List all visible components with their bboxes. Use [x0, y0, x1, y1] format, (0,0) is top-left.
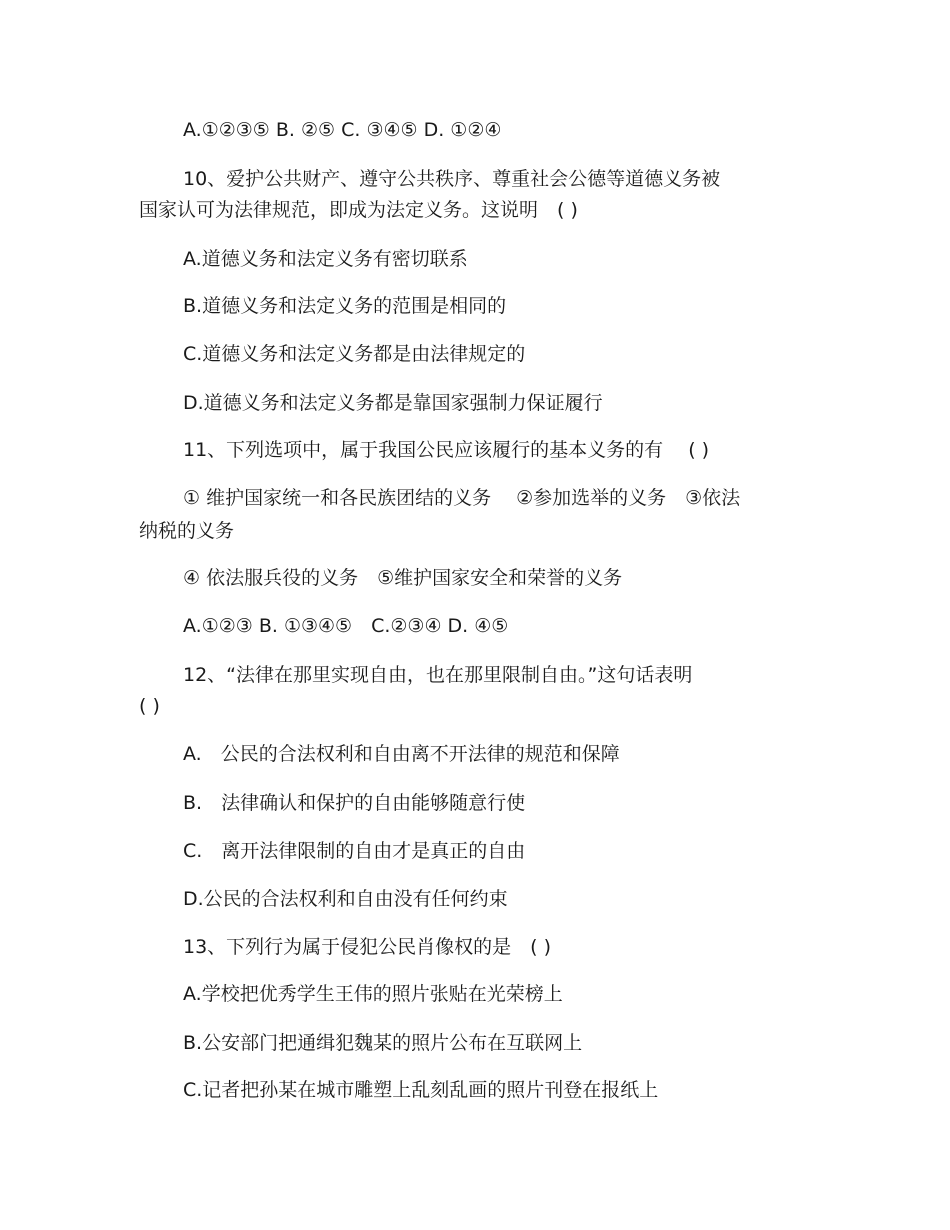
q13-option-c: C.记者把孙某在城市雕塑上乱刻乱画的照片刊登在报纸上	[183, 1079, 659, 1101]
q9-answer-options: A.①②③⑤ B. ②⑤ C. ③④⑤ D. ①②④	[183, 119, 502, 141]
q11-stem: 11、下列选项中，属于我国公民应该履行的基本义务的有 ( )	[183, 439, 710, 461]
q10-option-c: C.道德义务和法定义务都是由法律规定的	[183, 343, 526, 365]
q13-option-b: B.公安部门把通缉犯魏某的照片公布在互联网上	[183, 1032, 583, 1054]
q11-items-line-3: ④ 依法服兵役的义务 ⑤维护国家安全和荣誉的义务	[183, 567, 623, 589]
q12-option-d: D.公民的合法权利和自由没有任何约束	[183, 888, 508, 910]
q13-option-a: A.学校把优秀学生王伟的照片张贴在光荣榜上	[183, 983, 563, 1005]
q12-stem-line-2: ( )	[139, 695, 160, 717]
q11-items-line-1: ① 维护国家统一和各民族团结的义务 ②参加选举的义务 ③依法	[183, 487, 741, 509]
q12-option-a: A. 公民的合法权利和自由离不开法律的规范和保障	[183, 743, 620, 765]
q11-answer-options: A.①②③ B. ①③④⑤ C.②③④ D. ④⑤	[183, 615, 509, 637]
q10-option-b: B.道德义务和法定义务的范围是相同的	[183, 295, 507, 317]
q12-option-b: B. 法律确认和保护的自由能够随意行使	[183, 792, 526, 814]
q12-option-c: C. 离开法律限制的自由才是真正的自由	[183, 840, 526, 862]
q10-option-a: A.道德义务和法定义务有密切联系	[183, 248, 468, 270]
q11-items-line-2: 纳税的义务	[139, 520, 235, 542]
q13-stem: 13、下列行为属于侵犯公民肖像权的是 ( )	[183, 936, 552, 958]
q12-stem-line-1: 12、“法律在那里实现自由，也在那里限制自由。”这句话表明	[183, 664, 693, 686]
q10-option-d: D.道德义务和法定义务都是靠国家强制力保证履行	[183, 392, 603, 414]
q10-stem-line-2: 国家认可为法律规范，即成为法定义务。这说明 ( )	[139, 199, 578, 221]
q10-stem-line-1: 10、爱护公共财产、遵守公共秩序、尊重社会公德等道德义务被	[183, 168, 721, 190]
